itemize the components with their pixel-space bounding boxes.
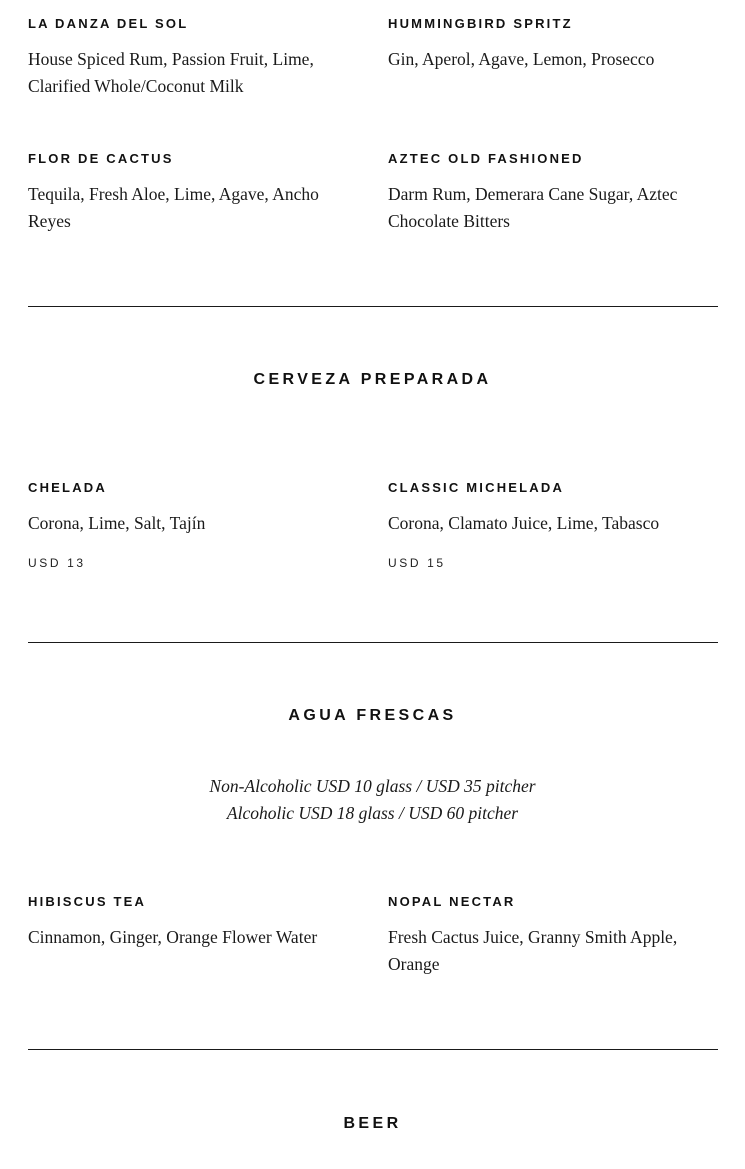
menu-item-name: FLOR DE CACTUS	[28, 151, 174, 166]
menu-item-name: HIBISCUS TEA	[28, 894, 147, 909]
menu-item-description: Corona, Clamato Juice, Lime, Tabasco	[388, 513, 660, 533]
menu-item-description: Fresh Cactus Juice, Granny Smith Apple, Orange	[388, 927, 678, 974]
menu-item-name: LA DANZA DEL SOL	[28, 16, 189, 31]
menu-item-name: CLASSIC MICHELADA	[388, 480, 565, 495]
menu-item-name: AZTEC OLD FASHIONED	[388, 151, 584, 166]
menu-item-description: Cinnamon, Ginger, Orange Flower Water	[28, 927, 318, 947]
menu-item-name: CHELADA	[28, 480, 107, 495]
section-divider	[28, 642, 718, 643]
pricing-note-alcoholic: Alcoholic USD 18 glass / USD 60 pitcher	[226, 803, 519, 823]
section-divider	[28, 306, 718, 307]
menu-item-name: NOPAL NECTAR	[388, 894, 516, 909]
section-title-cerveza: CERVEZA PREPARADA	[253, 371, 492, 388]
menu-item-price: USD 13	[28, 556, 86, 570]
section-divider	[28, 1049, 718, 1050]
menu-item-description: Gin, Aperol, Agave, Lemon, Prosecco	[388, 49, 655, 69]
menu-item-description: Darm Rum, Demerara Cane Sugar, Aztec Chocolate Bitters	[388, 184, 678, 231]
menu-item-description: Tequila, Fresh Aloe, Lime, Agave, Ancho Reyes	[28, 184, 319, 231]
pricing-note-non-alcoholic: Non-Alcoholic USD 10 glass / USD 35 pitcher	[209, 776, 536, 796]
section-title-beer: BEER	[343, 1115, 402, 1132]
menu-item-name: HUMMINGBIRD SPRITZ	[388, 16, 573, 31]
menu-item-price: USD 15	[388, 556, 446, 570]
menu-item-description: House Spiced Rum, Passion Fruit, Lime, Clarified Whole/Coconut Milk	[28, 49, 314, 96]
section-title-agua-frescas: AGUA FRESCAS	[288, 707, 457, 724]
menu-item-description: Corona, Lime, Salt, Tajín	[28, 513, 206, 533]
